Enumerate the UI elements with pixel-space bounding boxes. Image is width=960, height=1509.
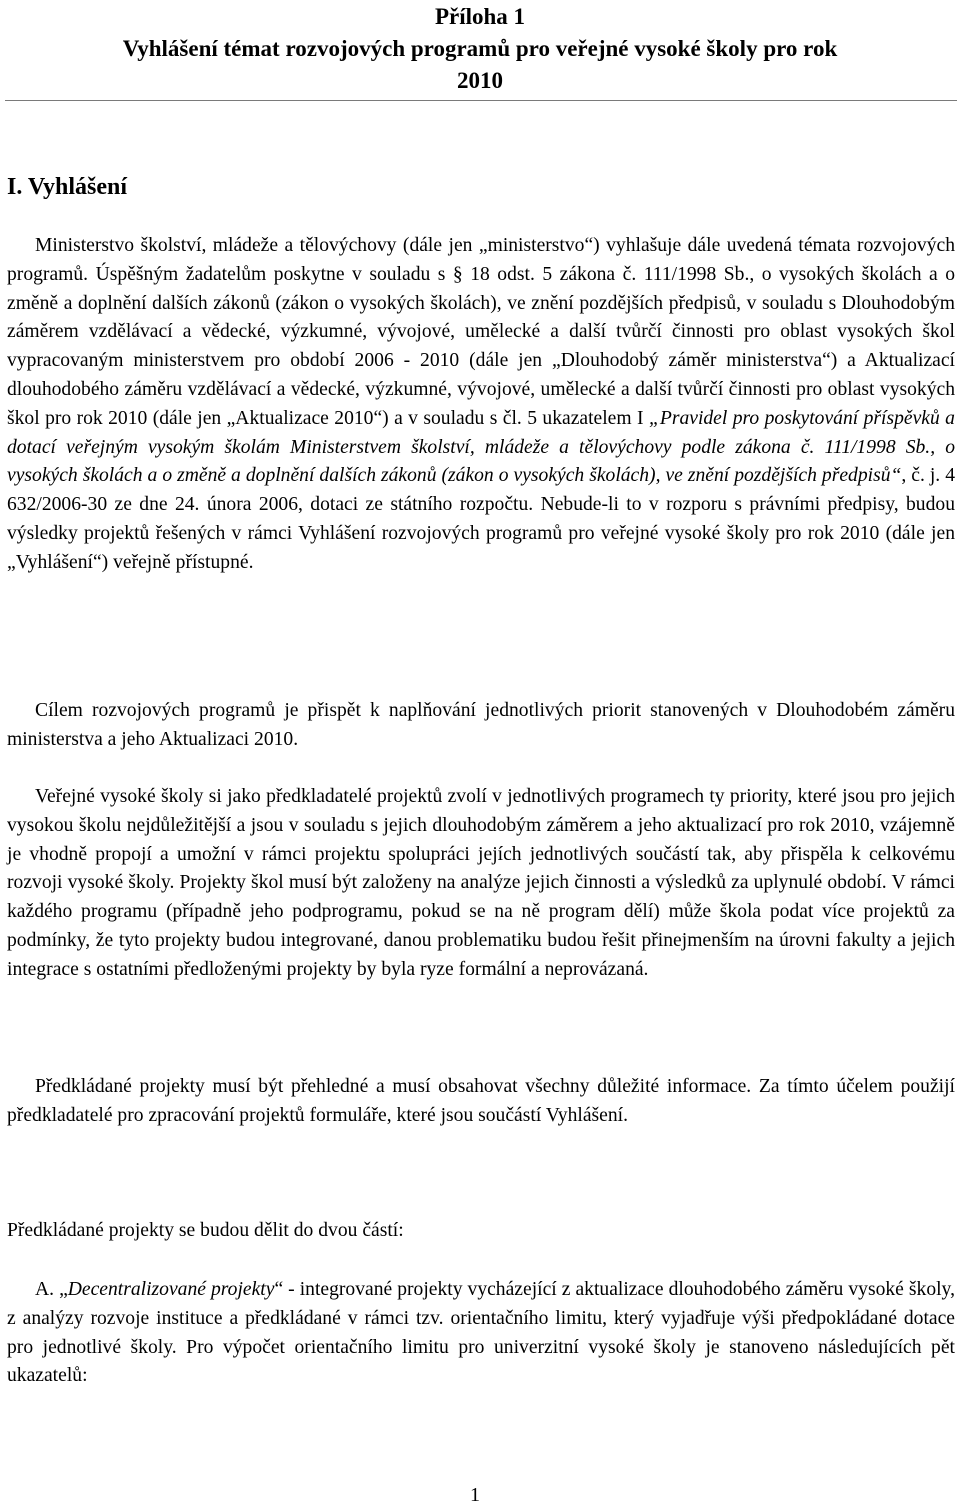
section-heading: I. Vyhlášení [7,174,128,200]
list-marker-a: A. „ [35,1279,68,1300]
paragraph-announcement-part1: Ministerstvo školství, mládeže a tělovýchovy (dále jen „ministerstvo“) vyhlašuje dále uvedená témata rozvojových programů. Úspěšným žadatelům poskytne v souladu s § 18 odst. 5 zákona č. 111/1998 Sb., o vysokých školách a o změně a doplnění dalších zákonů (zákon o vysokých školách), ve znění pozdějších předpisů, v souladu s Dlouhodobým záměrem vzdělávací a vědecké, výzkumné, vývojové, umělecké a další tvůrčí činnosti pro oblast vysokých škol vypracovaným ministerstvem pro období 2006 - 2010 (dále jen „Dlouhodobý záměr ministerstva“) a Aktualizací dlouhodobého záměru vzdělávací a vědecké, výzkumné, vývojové, umělecké a další tvůrčí činnosti pro oblast vysokých škol pro rok 2010 (dále jen „Aktualizace 2010“) a v souladu s čl. 5 ukazatelem I [7,235,955,429]
paragraph-project-parts: Předkládané projekty se budou dělit do dvou částí: [7,1220,404,1241]
paragraph-announcement-rules-citation: „Pravidel pro poskytování příspěvků a dotací veřejným vysokým školám Ministerstvem školství, mládeže a tělovýchovy podle zákona č. 111/1998 Sb., o vysokých školách a o změně a doplnění dalších zákonů (zákon o vysokých školách), ve znění pozdějších předpisů“ [7,407,955,487]
decentralized-projects-description: “ - integrované projekty vycházející z aktualizace dlouhodobého záměru vysoké školy, z analýzy rozvoje instituce a předkládané v rámci tzv. orientačního limitu, který vyjadřuje výši předpokládané dotace pro jednotlivé školy. Pro výpočet orientačního limitu pro univerzitní vysoké školy je stanoveno následujících pět ukazatelů: [7,1279,955,1387]
paragraph-decentralized-projects [7,1276,955,1391]
paragraph-announcement-part3: , č. j. 4 632/2006-30 ze dne 24. února 2006, dotaci ze státního rozpočtu. Nebude-li to v rozporu s právními předpisy, budou výsledky projektů řešených v rámci Vyhlášení rozvojových programů pro veřejné vysoké školy pro rok 2010 (dále jen „Vyhlášení“) veřejně přístupné. [7,465,955,573]
paragraph-announcement [7,232,955,578]
paragraph-priorities: Veřejné vysoké školy si jako předkladatelé projektů zvolí v jednotlivých programech ty priority, které jsou pro jejich vysokou školu nejdůležitější a jsou v souladu s jejich dlouhodobým záměrem a jeho aktualizací pro rok 2010, vzájemně je vhodně propojí a umožní v rámci projektu spolupráci jejích jednotlivých součástí tak, aby přispěla k celkovému rozvoji vysoké školy. Projekty škol musí být založeny na analýze jejich činnosti a výsledků za uplynulé období. V rámci každého programu (případně jeho podprogramu, pokud se na ně program dělí) může škola podat více projektů za podmínky, že tyto projekty budou integrované, danou problematiku budou řešit přinejmenším na úrovni fakulty a jejich integrace s ostatními předloženými projekty by byla ryze formální a neprovázaná. [7,786,955,980]
paragraph-goal: Cílem rozvojových programů je přispět k naplňování jednotlivých priorit stanovených v Dlouhodobém záměru ministerstva a jeho Aktualizaci 2010. [7,700,955,750]
decentralized-projects-term: Decentralizované projekty [67,1279,275,1300]
paragraph-forms: Předkládané projekty musí být přehledné a musí obsahovat všechny důležité informace. Za tímto účelem použijí předkladatelé pro zpracování projektů formuláře, které jsou součástí Vyhlášení. [7,1076,955,1126]
annex-title: Příloha 1 [434,4,526,29]
document-title-year: 2010 [457,68,503,93]
page-number: 1 [470,1484,480,1506]
document-title: Vyhlášení témat rozvojových programů pro veřejné vysoké školy pro rok [122,36,838,61]
header-divider [5,100,957,101]
